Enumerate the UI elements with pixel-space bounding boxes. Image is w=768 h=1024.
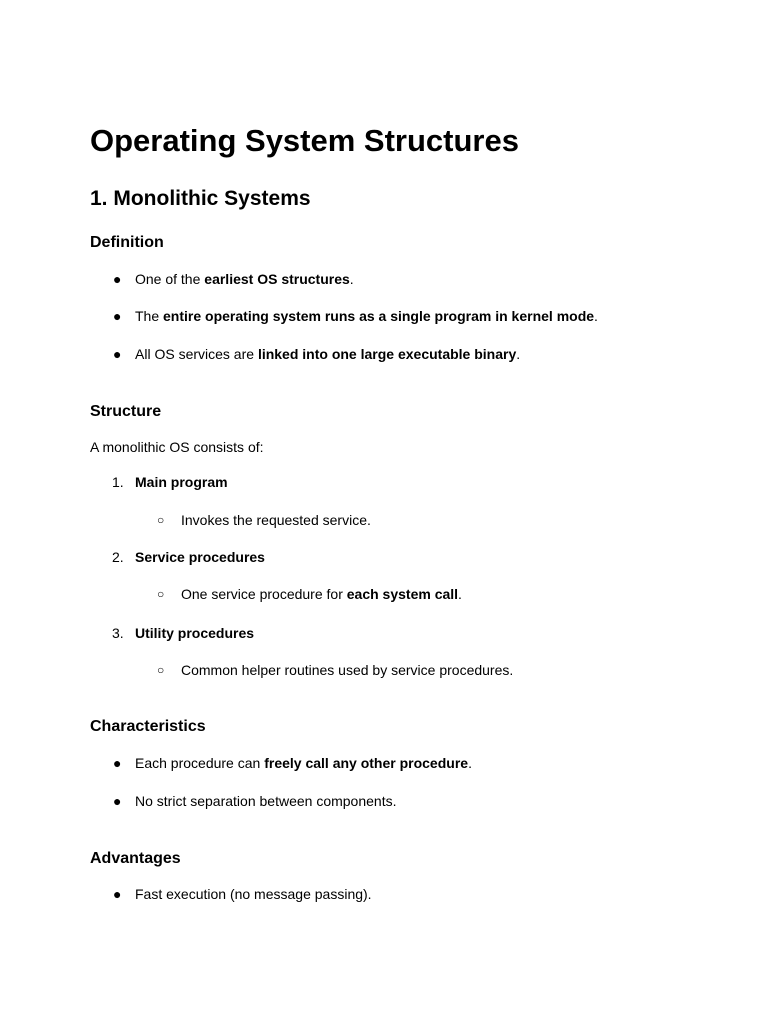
subheading-definition: Definition — [90, 234, 164, 251]
characteristics-item-1: Each procedure can freely call any other procedure. — [135, 755, 472, 771]
characteristics-item-2: No strict separation between components. — [135, 793, 397, 809]
definition-item-3: All OS services are linked into one large executable binary. — [135, 346, 521, 362]
advantages-item-1: Fast execution (no message passing). — [135, 886, 372, 902]
structure-item-main-program: Main program — [135, 474, 228, 490]
structure-subitem-3: Common helper routines used by service procedures. — [181, 662, 514, 678]
circle-bullet-icon: ○ — [157, 663, 165, 677]
subheading-advantages: Advantages — [90, 850, 181, 867]
subheading-structure: Structure — [90, 403, 162, 420]
structure-subitem-1: Invokes the requested service. — [181, 512, 371, 528]
structure-intro: A monolithic OS consists of: — [90, 439, 264, 455]
structure-item-service-procedures: Service procedures — [135, 549, 265, 565]
definition-item-1: One of the earliest OS structures. — [135, 271, 354, 287]
circle-bullet-icon: ○ — [157, 587, 165, 601]
bullet-icon: ● — [113, 793, 122, 809]
bullet-icon: ● — [113, 755, 122, 771]
section-heading-monolithic: 1. Monolithic Systems — [90, 187, 311, 210]
bullet-icon: ● — [113, 308, 122, 324]
page-title: Operating System Structures — [90, 123, 519, 158]
bullet-icon: ● — [113, 271, 122, 287]
list-number: 2. — [112, 549, 124, 565]
list-number: 1. — [112, 474, 124, 490]
bullet-icon: ● — [113, 346, 122, 362]
structure-subitem-2: One service procedure for each system call. — [181, 586, 462, 602]
structure-item-utility-procedures: Utility procedures — [135, 625, 255, 641]
subheading-characteristics: Characteristics — [90, 718, 206, 735]
bullet-icon: ● — [113, 886, 122, 902]
circle-bullet-icon: ○ — [157, 513, 165, 527]
definition-item-2: The entire operating system runs as a single program in kernel mode. — [135, 308, 598, 324]
list-number: 3. — [112, 625, 124, 641]
